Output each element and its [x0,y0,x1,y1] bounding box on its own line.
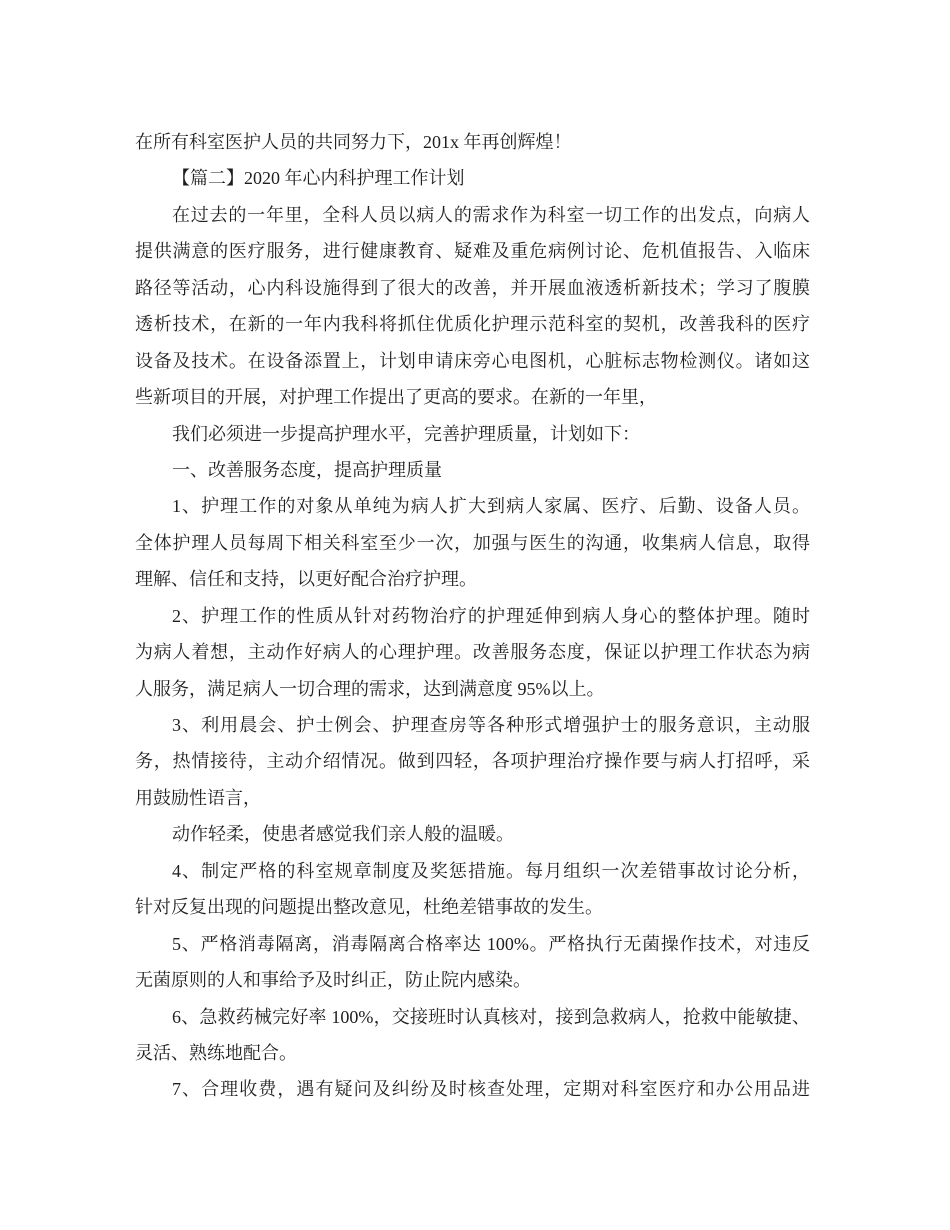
text-line: 设备及技术。在设备添置上，计划申请床旁心电图机，心脏标志物检测仪。诸如这 [135,350,810,371]
text-line: 一、改善服务态度，提高护理质量 [172,459,442,480]
text-line: 在过去的一年里，全科人员以病人的需求作为科室一切工作的出发点，向病人 [172,204,810,225]
text-line: 无菌原则的人和事给予及时纠正，防止院内感染。 [135,970,531,991]
text-line: 人服务，满足病人一切合理的需求，达到满意度 95%以上。 [135,678,605,699]
text-line: 灵活、熟练地配合。 [135,1042,297,1063]
text-line: 透析技术，在新的一年内我科将抓住优质化护理示范科室的契机，改善我科的医疗 [135,314,810,335]
text-line: 4、制定严格的科室规章制度及奖惩措施。每月组织一次差错事故讨论分析， [172,860,810,881]
text-line: 全体护理人员每周下相关科室至少一次，加强与医生的沟通，收集病人信息，取得 [135,532,810,553]
text-line: 提供满意的医疗服务，进行健康教育、疑难及重危病例讨论、危机值报告、入临床 [135,241,810,262]
text-line: 路径等活动，心内科设施得到了很大的改善，并开展血液透析新技术；学习了腹膜 [135,277,810,298]
text-line: 针对反复出现的问题提出整改意见，杜绝差错事故的发生。 [135,897,603,918]
text-line: 我们必须进一步提高护理水平，完善护理质量，计划如下： [172,423,640,444]
text-line: 5、严格消毒隔离，消毒隔离合格率达 100%。严格执行无菌操作技术，对违反 [172,933,810,954]
text-line: 为病人着想，主动作好病人的心理护理。改善服务态度，保证以护理工作状态为病 [135,642,810,663]
text-line: 2、护理工作的性质从针对药物治疗的护理延伸到病人身心的整体护理。随时 [172,605,810,626]
text-line: 用鼓励性语言， [135,787,261,808]
text-line: 务，热情接待，主动介绍情况。做到四轻，各项护理治疗操作要与病人打招呼，采 [135,751,810,772]
text-line: 3、利用晨会、护士例会、护理查房等各种形式增强护士的服务意识，主动服 [172,715,810,735]
text-line: 在所有科室医护人员的共同努力下，201x 年再创辉煌！ [135,132,572,152]
text-line: 1、护理工作的对象从单纯为病人扩大到病人家属、医疗、后勤、设备人员。 [172,496,810,517]
text-line: 6、急救药械完好率 100%，交接班时认真核对，接到急救病人，抢救中能敏捷、 [172,1006,810,1027]
text-line: 【篇二】2020 年心内科护理工作计划 [172,168,465,189]
text-line: 些新项目的开展，对护理工作提出了更高的要求。在新的一年里， [135,387,657,408]
text-line: 7、合理收费，遇有疑问及纠纷及时核查处理，定期对科室医疗和办公用品进 [172,1079,810,1100]
text-line: 理解、信任和支持，以更好配合治疗护理。 [135,569,477,590]
document-text-block [135,124,810,1108]
text-line: 动作轻柔，使患者感觉我们亲人般的温暖。 [172,824,514,845]
